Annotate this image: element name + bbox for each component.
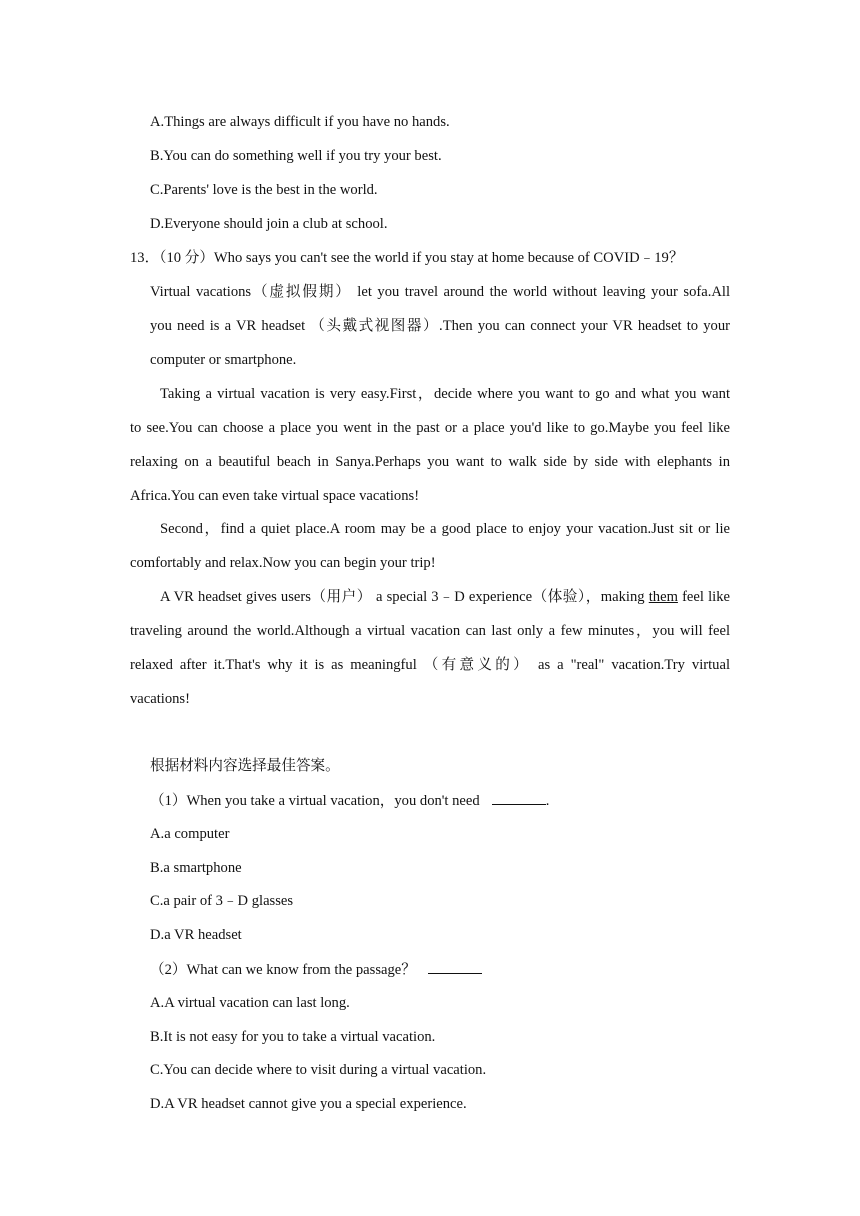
intro-line-2: you need is a VR headset （头戴式视图器）.Then you can connect your VR headset to your xyxy=(150,318,730,334)
sub2-stem xyxy=(150,959,482,980)
para3-line-1-before: A VR headset gives users（用户） a special 3﹣D experience（体验），making xyxy=(160,589,649,605)
para1-line-4: Africa.You can even take virtual space vacations! xyxy=(130,488,420,504)
sub1-stem-end: . xyxy=(545,793,550,809)
para3-line-1 xyxy=(160,587,730,607)
para3-line-1-after: feel like xyxy=(677,589,730,605)
prev-option-d: D.Everyone should join a club at school. xyxy=(150,216,388,232)
sub1-option-a: A.a computer xyxy=(150,826,230,842)
para2-line-2: comfortably and relax.Now you can begin your trip! xyxy=(130,555,436,571)
sub2-option-b: B.It is not easy for you to take a virtual vacation. xyxy=(150,1029,436,1045)
sub1-option-c: C.a pair of 3﹣D glasses xyxy=(150,893,294,909)
sub2-option-c: C.You can decide where to visit during a virtual vacation. xyxy=(150,1062,487,1078)
sub2-option-a: A.A virtual vacation can last long. xyxy=(150,995,350,1011)
para1-line-2: to see.You can choose a place you went in the past or a place you'd like to go.Maybe you feel like xyxy=(130,420,730,436)
answer-blank xyxy=(428,959,482,974)
prev-option-c: C.Parents' love is the best in the world. xyxy=(150,182,378,198)
question-header: 13．（10 分）Who says you can't see the world if you stay at home because of COVID﹣19？ xyxy=(130,250,684,266)
para3-line-2: traveling around the world.Although a virtual vacation can last only a few minutes，you will feel xyxy=(130,623,730,639)
sub1-stem-text: （1）When you take a virtual vacation，you don't need xyxy=(150,793,480,809)
intro-line-1: Virtual vacations（虚拟假期） let you travel around the world without leaving your sofa.All xyxy=(150,284,730,300)
para3-line-4: vacations! xyxy=(130,691,190,707)
answer-blank xyxy=(492,790,546,805)
instruction: 根据材料内容选择最佳答案。 xyxy=(150,758,340,774)
sub2-stem-text: （2）What can we know from the passage？ xyxy=(150,962,416,978)
para3-line-3: relaxed after it.That's why it is as meaningful （有意义的） as a "real" vacation.Try virtual xyxy=(130,657,730,673)
para2-line-1: Second，find a quiet place.A room may be a good place to enjoy your vacation.Just sit or lie xyxy=(160,521,730,537)
sub1-option-d: D.a VR headset xyxy=(150,927,242,943)
prev-option-b: B.You can do something well if you try your best. xyxy=(150,148,442,164)
underlined-word: them xyxy=(648,589,678,605)
para1-line-3: relaxing on a beautiful beach in Sanya.Perhaps you want to walk side by side with elephants in xyxy=(130,454,730,470)
sub1-stem xyxy=(150,790,549,811)
sub2-option-d: D.A VR headset cannot give you a special experience. xyxy=(150,1096,467,1112)
prev-option-a: A.Things are always difficult if you have no hands. xyxy=(150,114,450,130)
intro-line-3: computer or smartphone. xyxy=(150,352,297,368)
sub1-option-b: B.a smartphone xyxy=(150,860,242,876)
para1-line-1: Taking a virtual vacation is very easy.First，decide where you want to go and what you want xyxy=(160,386,730,402)
